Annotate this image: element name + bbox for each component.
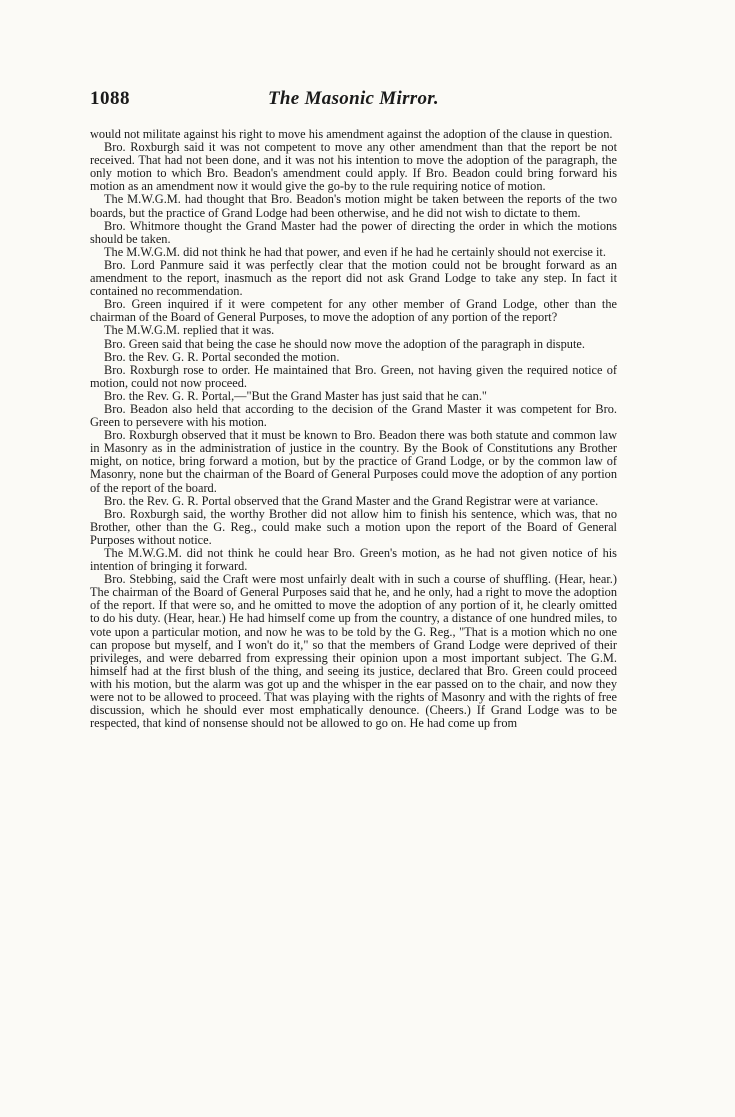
paragraph: The M.W.G.M. had thought that Bro. Beadon's motion might be taken between the reports of the two boards, but the practice of Grand Lodge had been otherwise, and he did not wish to dictate to them. [90, 192, 617, 220]
page-number: 1088 [90, 88, 130, 109]
paragraph: Bro. Stebbing, said the Craft were most unfairly dealt with in such a course of shuffling. (Hear, hear.) The chairman of the Board of General Purposes said that he, and he only, had a right to move the adoption of the report. If that were so, and he omitted to move the adoption of any portion of it, he clearly omitted to do his duty. (Hear, hear.) He had himself come up from the country, a distance of one hundred miles, to vote upon a particular motion, and now he was to be told by the G. Reg., "That is a motion which no one can propose but myself, and I won't do it," so that the members of Grand Lodge were deprived of their privileges, and were debarred from expressing their opinion upon a most important subject. The G.M. himself had at the first blush of the thing, and seeing its justice, declared that Bro. Green could proceed with his motion, but the alarm was got up and the whisper in the ear passed on to the chair, and now they were not to be allowed to proceed. That was playing with the rights of Masonry and with the rights of free discussion, which he should ever most emphatically denounce. (Cheers.) If Grand Lodge was to be respected, that kind of nonsense should not be allowed to go on. He had come up from [90, 572, 617, 731]
paragraph: Bro. Roxburgh observed that it must be known to Bro. Beadon there was both statute and common law in Masonry as in the administration of justice in the country. By the Book of Constitutions any Brother might, on notice, bring forward a motion, but by the practice of Grand Lodge, or by the common law of Masonry, none but the chairman of the Board of General Purposes could move the adoption of any portion of the report of the board. [90, 428, 617, 495]
paragraph: Bro. the Rev. G. R. Portal seconded the motion. [104, 349, 340, 364]
paragraph: Bro. Roxburgh said, the worthy Brother did not allow him to finish his sentence, which was, that no Brother, other than the G. Reg., could make such a motion upon the report of the Board of General Purposes without notice. [90, 506, 617, 547]
paragraph: Bro. the Rev. G. R. Portal observed that the Grand Master and the Grand Registrar were at variance. [104, 493, 599, 508]
running-title: The Masonic Mirror. [268, 88, 439, 109]
paragraph: Bro. Green inquired if it were competent for any other member of Grand Lodge, other than the chairman of the Board of General Purposes, to move the adoption of any portion of the report? [90, 297, 617, 325]
paragraph: Bro. Roxburgh rose to order. He maintained that Bro. Green, not having given the required notice of motion, could not now proceed. [90, 362, 617, 390]
paragraph: Bro. Whitmore thought the Grand Master had the power of directing the order in which the motions should be taken. [90, 218, 617, 246]
paragraph: The M.W.G.M. replied that it was. [104, 323, 275, 338]
paragraph: Bro. Beadon also held that according to the decision of the Grand Master it was competent for Bro. Green to persevere with his motion. [90, 401, 617, 430]
paragraph: Bro. Roxburgh said it was not competent to move any other amendment than that the report be not received. That had not been done, and it was not his intention to move the adoption of the paragraph, the only motion to which Bro. Beadon's amendment could apply. If Bro. Beadon could bring forward his motion as an amendment now it would give the go-by to the rule requiring notice of motion. [90, 140, 617, 194]
paragraph: The M.W.G.M. did not think he could hear Bro. Green's motion, as he had not given notice of his intention of bringing it forward. [90, 546, 617, 574]
paragraph: would not militate against his right to move his amendment against the adoption of the clause in question. [90, 127, 613, 141]
paragraph: Bro. Green said that being the case he should now move the adoption of the paragraph in dispute. [104, 336, 585, 351]
paragraph: Bro. Lord Panmure said it was perfectly clear that the motion could not be brought forward as an amendment to the report, inasmuch as the report did not ask Grand Lodge to take any step. In fact it contained no recommendation. [90, 257, 617, 299]
page-header [90, 88, 617, 120]
article-body [90, 128, 617, 730]
paragraph: The M.W.G.M. did not think he had that power, and even if he had he certainly should not exercise it. [104, 244, 606, 259]
paragraph: Bro. the Rev. G. R. Portal,—"But the Grand Master has just said that he can." [104, 388, 487, 403]
